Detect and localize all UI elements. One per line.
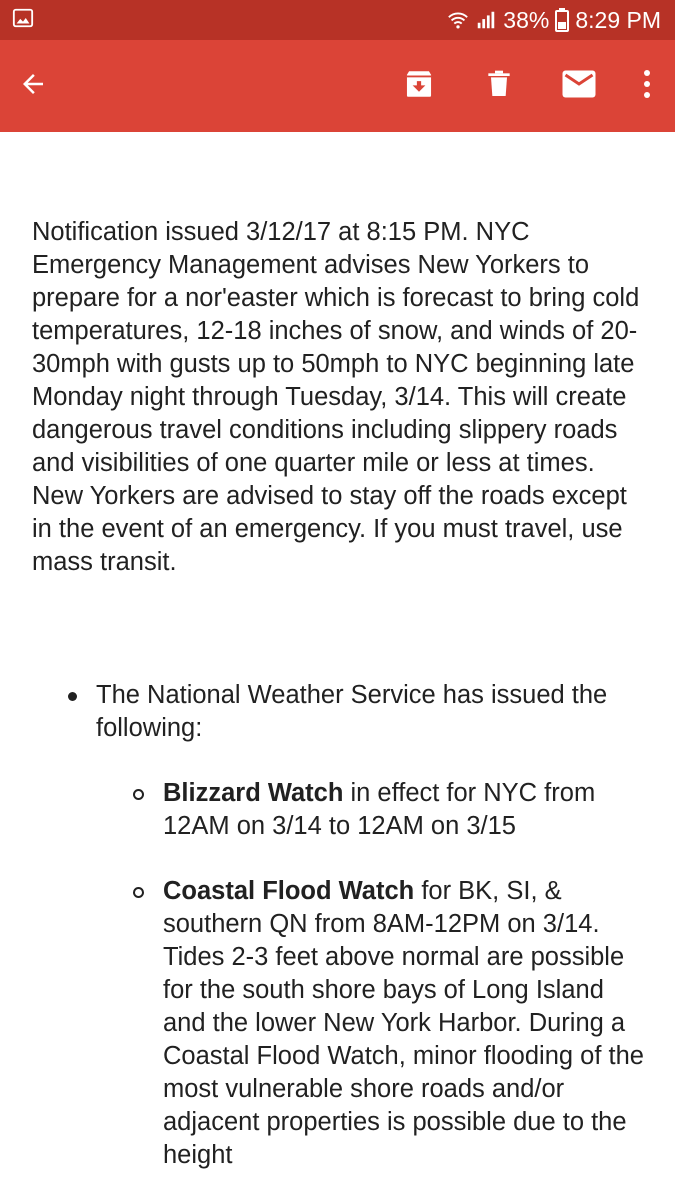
mark-unread-button[interactable] [539, 40, 619, 132]
watch-title: Coastal Flood Watch [163, 877, 415, 905]
list-item [32, 679, 652, 1172]
status-bar [0, 0, 675, 40]
signal-icon [475, 9, 497, 31]
nws-heading: The National Weather Service has issued the following: [96, 681, 608, 742]
notification-text: Notification issued 3/12/17 at 8:15 PM. NYC Emergency Management advises New Yorkers to prepare for a nor'easter which is forecast to bring cold temperatures, 12-18 inches of snow, and winds of 20-30mph with gusts up to 50mph to NYC beginning late Monday night through Tuesday, 3/14. This will create dangerous travel conditions including slippery roads and visibilities of one quarter mile or less at times. New Yorkers are advised to stay off the roads except in the event of an emergency. If you must travel, use mass transit. [32, 218, 640, 576]
watch-item [32, 777, 652, 843]
delete-icon [483, 67, 515, 106]
more-vert-icon [643, 69, 651, 104]
image-notification-icon [12, 7, 34, 34]
circle-bullet [133, 887, 144, 898]
delete-button[interactable] [459, 40, 539, 132]
battery-icon [555, 8, 569, 32]
bullet [68, 692, 77, 701]
archive-button[interactable] [379, 40, 459, 132]
status-right [447, 7, 661, 34]
app-bar [0, 40, 675, 132]
circle-bullet [133, 789, 144, 800]
watch-list [32, 777, 652, 1172]
status-left [12, 7, 34, 34]
more-options-button[interactable] [619, 40, 675, 132]
watch-item [32, 875, 652, 1172]
message-body [32, 216, 652, 1200]
back-button[interactable] [18, 40, 62, 132]
battery-percent: 38% [503, 6, 550, 33]
clock: 8:29 PM [575, 6, 661, 33]
back-arrow-icon [18, 69, 48, 104]
nws-list [32, 679, 652, 1172]
mark-unread-icon [561, 69, 597, 104]
wifi-icon [447, 9, 469, 31]
watch-title: Blizzard Watch [163, 779, 344, 807]
watch-text: in effect for NYC from 12AM on 3/14 to 12AM on 3/15 [163, 779, 596, 840]
watch-text: for BK, SI, & southern QN from 8AM-12PM on 3/14. Tides 2-3 feet above normal are possible for the south shore bays of Long Island and the lower New York Harbor. During a Coastal Flood Watch, minor flooding of the most vulnerable shore roads and/or adjacent properties is possible due to the height [163, 877, 644, 1169]
archive-icon [402, 67, 436, 106]
